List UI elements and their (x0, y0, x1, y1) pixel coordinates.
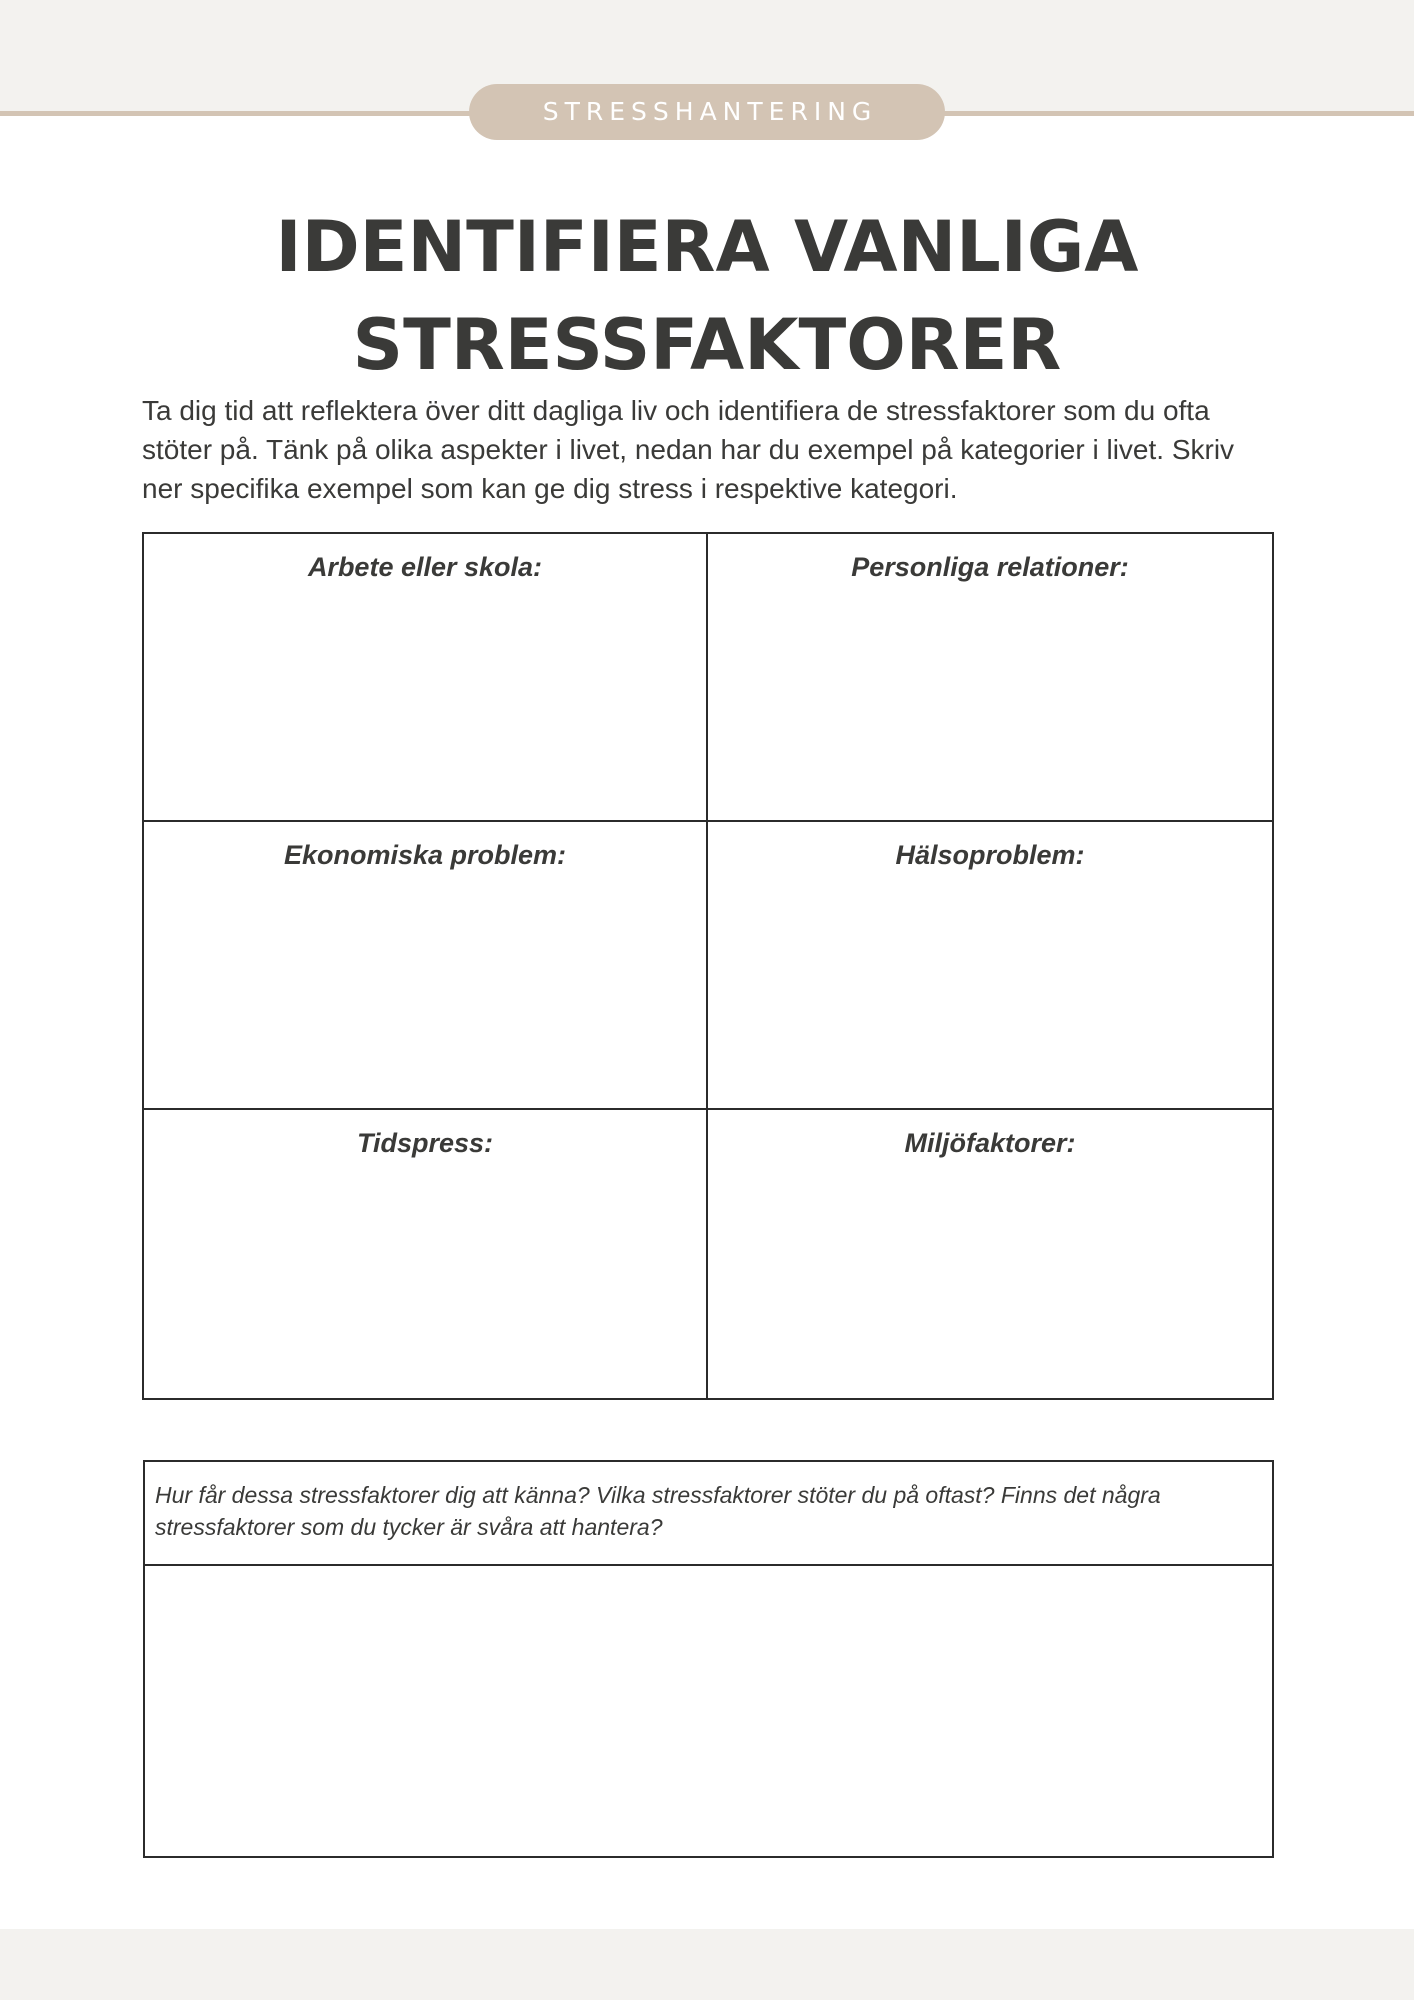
section-badge: STRESSHANTERING (469, 84, 945, 140)
category-cell-economy[interactable] (144, 822, 708, 1110)
page-title (100, 198, 1314, 394)
category-label: Miljöfaktorer: (904, 1128, 1076, 1158)
reflection-answer-area[interactable] (145, 1566, 1272, 1856)
category-label: Hälsoproblem: (895, 840, 1085, 870)
category-cell-time-pressure[interactable] (144, 1110, 708, 1398)
intro-paragraph: Ta dig tid att reflektera över ditt dagliga liv och identifiera de stressfaktorer som du ofta stöter på. Tänk på olika aspekter i livet, nedan har du exempel på kategorier i livet. Skriv ner specifika exempel som kan ge dig stress i respektive kategori. (142, 395, 1235, 504)
category-cell-environment[interactable] (708, 1110, 1272, 1398)
category-label: Tidspress: (356, 1128, 494, 1158)
category-cell-work-school[interactable] (144, 534, 708, 822)
category-cell-health[interactable] (708, 822, 1272, 1110)
category-label: Arbete eller skola: (307, 552, 543, 582)
reflection-question: Hur får dessa stressfaktorer dig att känna? Vilka stressfaktorer stöter du på oftast? Finns det några stressfaktorer som du tycker är svåra att hantera? (145, 1462, 1272, 1566)
footer-band (0, 1929, 1414, 2000)
category-label: Ekonomiska problem: (283, 840, 567, 870)
page-title-line-2: STRESSFAKTORER (352, 304, 1062, 386)
reflection-box (143, 1460, 1274, 1858)
page-title-line-1: IDENTIFIERA VANLIGA (275, 206, 1139, 288)
category-label: Personliga relationer: (851, 552, 1129, 582)
stressor-category-grid (142, 532, 1274, 1400)
category-cell-relationships[interactable] (708, 534, 1272, 822)
